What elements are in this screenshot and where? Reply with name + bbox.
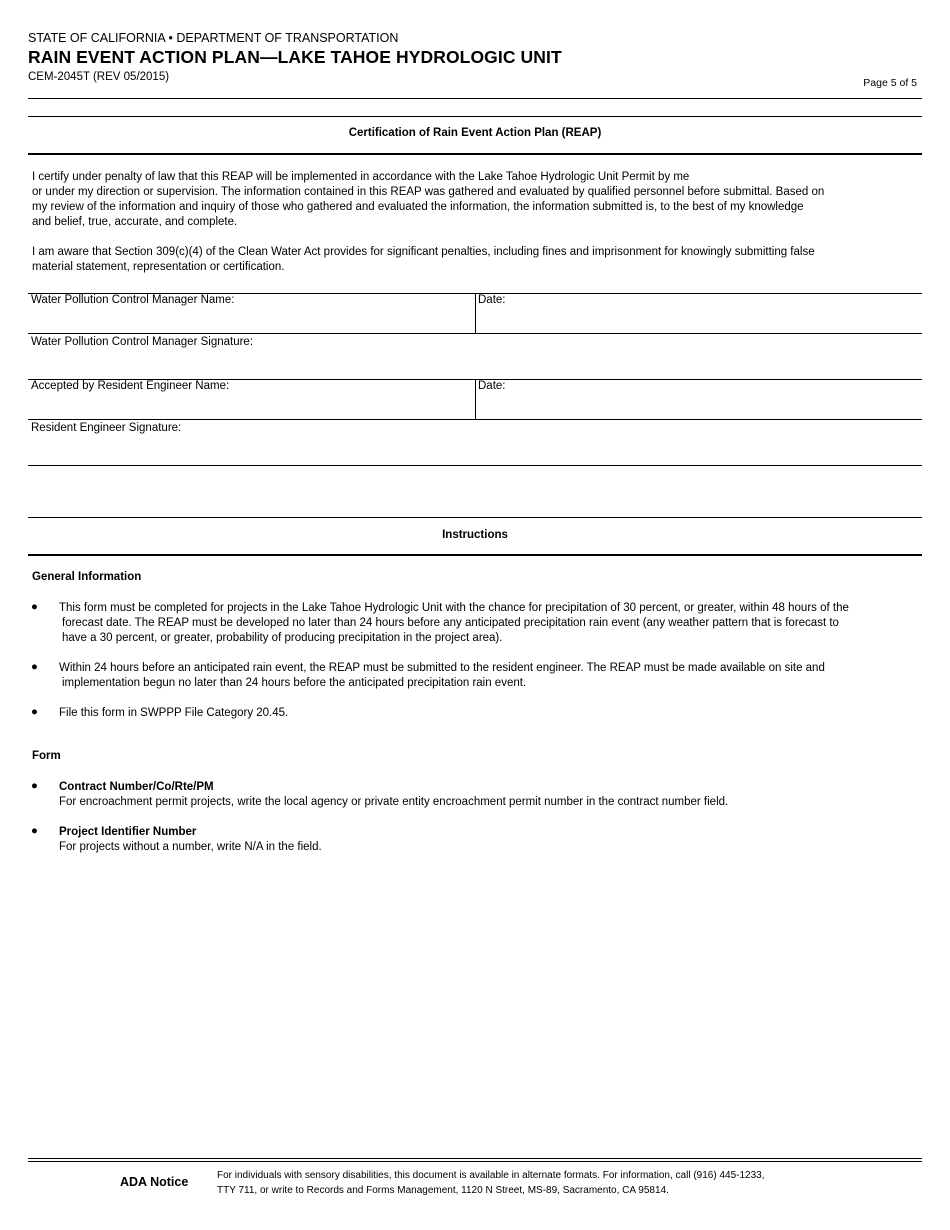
page-number: Page 5 of 5 [863,77,917,89]
grid-divider [475,379,476,419]
grid-line [28,465,922,466]
list-item: File this form in SWPPP File Category 20.45. [59,707,289,719]
bullet-icon: ● [31,780,38,792]
list-item: This form must be completed for projects in the Lake Tahoe Hydrologic Unit with the chance for precipitation of 30 percent, or greater, within 48 hours of the forecast date. The REAP must be developed no later than 24 hours before any anticipated precipitation rain event (any weather pattern that is forecast to have a 30 percent, or greater, probability of producing precipitation in the project area). [59,602,849,644]
form-title: RAIN EVENT ACTION PLAN—LAKE TAHOE HYDROLOGIC UNIT [28,47,562,67]
re-signature-field[interactable]: Resident Engineer Signature: [31,422,182,434]
wpcm-name-field[interactable]: Water Pollution Control Manager Name: [31,294,235,306]
section-rule-bottom [28,153,922,155]
footer-rule [28,1158,922,1159]
re-name-field[interactable]: Accepted by Resident Engineer Name: [31,380,230,392]
bullet-icon: ● [31,825,38,837]
ada-notice-text: For individuals with sensory disabilities, this document is available in alternate formats. For information, call (916) 445-1233, TTY 711, or write to Records and Forms Management, 1120 N Street, MS-89, Sacramento, CA 95814. [217,1170,765,1196]
list-item: Within 24 hours before an anticipated rain event, the REAP must be submitted to the resident engineer. The REAP must be made available on site and implementation begun no later than 24 hours before the anticipated precipitation rain event. [59,662,825,689]
instructions-rule-top [28,517,922,518]
instructions-heading: Instructions [442,529,508,541]
certification-paragraph-1: I certify under penalty of law that this REAP will be implemented in accordance with the Lake Tahoe Hydrologic Unit Permit by me or under my direction or supervision. The information contained in this REAP was gathered and evaluated by qualified personnel before submittal. Based on my review of the information and inquiry of those who gathered and evaluated the information, the information submitted is, to the best of my knowledge and belief, true, accurate, and complete. [32,171,825,228]
general-info-heading: General Information [32,571,142,583]
bullet-icon: ● [31,661,38,673]
date-field-2[interactable]: Date: [478,380,506,392]
instructions-rule-bottom [28,554,922,556]
grid-divider [475,293,476,333]
bullet-icon: ● [31,706,38,718]
certification-paragraph-2: I am aware that Section 309(c)(4) of the Clean Water Act provides for significant penalties, including fines and imprisonment for knowingly submitting false material statement, representation or certification. [32,246,815,273]
list-item: Project Identifier Number For projects without a number, write N/A in the field. [59,826,322,853]
header-divider [28,98,922,99]
grid-line [28,333,922,334]
bullet-icon: ● [31,601,38,613]
grid-line [28,419,922,420]
agency-line: STATE OF CALIFORNIA • DEPARTMENT OF TRANSPORTATION [28,31,399,45]
form-number: CEM-2045T (REV 05/2015) [28,71,170,83]
ada-notice-label: ADA Notice [120,1175,189,1189]
certification-heading: Certification of Rain Event Action Plan (REAP) [348,127,602,139]
form-heading: Form [32,750,61,762]
section-rule-top [28,116,922,117]
date-field-1[interactable]: Date: [478,294,506,306]
list-item: Contract Number/Co/Rte/PM For encroachment permit projects, write the local agency or private entity encroachment permit number in the contract number field. [59,781,729,808]
wpcm-signature-field[interactable]: Water Pollution Control Manager Signature: [31,336,254,348]
footer-rule [28,1161,922,1162]
